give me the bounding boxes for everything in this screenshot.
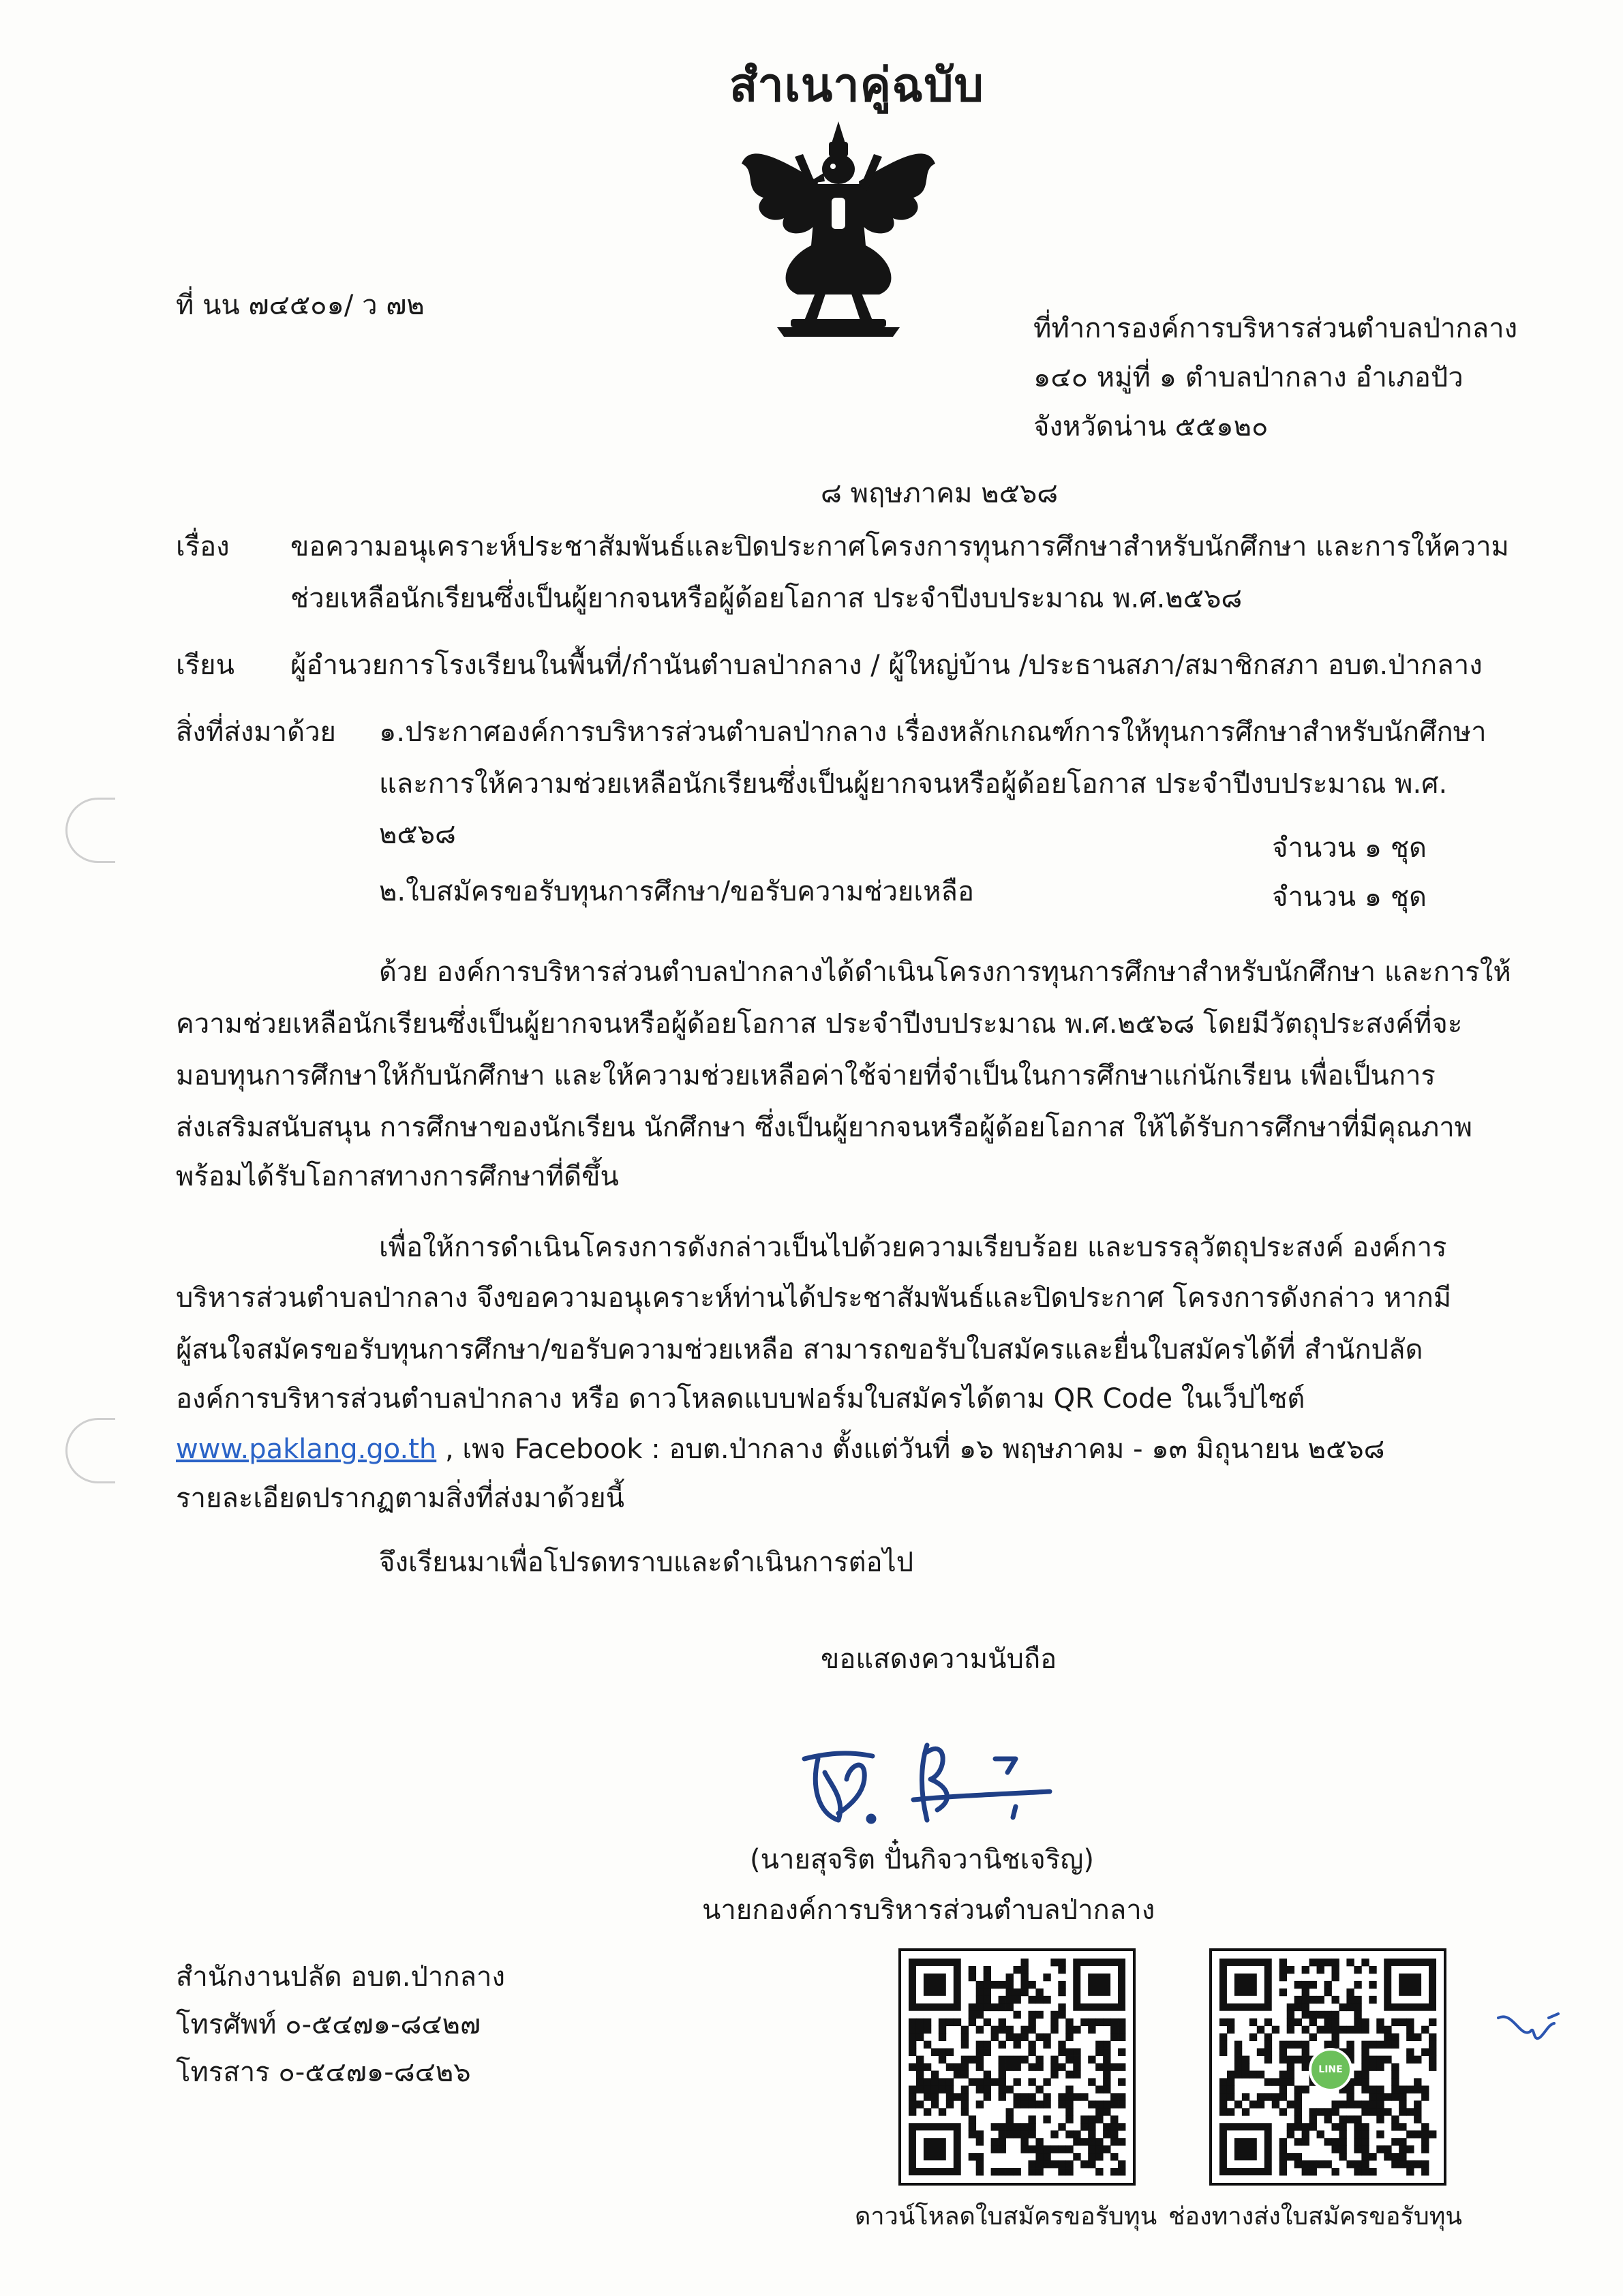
body-p2-line4: องค์การบริหารส่วนตำบลป่ากลาง หรือ ดาวโหลดแบบฟอร์มใบสมัครได้ตาม QR Code ในเว็ปไซต์ — [176, 1383, 1305, 1415]
enclosure-item1-qty: จำนวน ๑ ชุด — [1272, 832, 1427, 864]
qr-code-submit-form[interactable] — [1209, 1948, 1446, 2186]
footer-phone: โทรศัพท์ ๐-๕๔๗๑-๘๔๒๗ — [176, 2009, 481, 2040]
body-p2-line6: รายละเอียดปรากฏตามสิ่งที่ส่งมาด้วยนี้ — [176, 1483, 625, 1514]
garuda-emblem-icon — [729, 116, 947, 341]
binder-hole — [65, 798, 115, 863]
qr1-caption: ดาวน์โหลดใบสมัครขอรับทุน — [855, 2203, 1157, 2231]
signer-title: นายกองค์การบริหารส่วนตำบลป่ากลาง — [702, 1894, 1155, 1926]
recipient-text: ผู้อำนวยการโรงเรียนในพื้นที่/กำนันตำบลป่ากลาง / ผู้ใหญ่บ้าน /ประธานสภา/สมาชิกสภา อบต.ป่ากลาง — [290, 650, 1483, 681]
qr-code-download-form[interactable] — [898, 1948, 1136, 2186]
subject-line1: ขอความอนุเคราะห์ประชาสัมพันธ์และปิดประกาศโครงการทุนการศึกษาสำหรับนักศึกษา และการให้ความ — [290, 531, 1509, 562]
body-p1-line4: ส่งเสริมสนับสนุน การศึกษาของนักเรียน นักศึกษา ซึ่งเป็นผู้ยากจนหรือผู้ด้อยโอกาส ให้ได้รับการศึกษาที่มีคุณภาพ — [176, 1112, 1473, 1143]
recipient-label: เรียน — [176, 650, 234, 681]
body-p2-line2: บริหารส่วนตำบลป่ากลาง จึงขอความอนุเคราะห์ท่านได้ประชาสัมพันธ์และปิดประกาศ โครงการดังกล่าว หากมี — [176, 1282, 1452, 1314]
body-p2-line5-rest: , เพจ Facebook : อบต.ป่ากลาง ตั้งแต่วันที่ ๑๖ พฤษภาคม - ๑๓ มิถุนายน ๒๕๖๘ — [436, 1434, 1385, 1465]
binder-hole — [65, 1418, 115, 1483]
enclosure-item2: ๒.ใบสมัครขอรับทุนการศึกษา/ขอรับความช่วยเหลือ — [379, 876, 974, 907]
signer-name: (นายสุจริต ปั๋นกิจวานิชเจริญ) — [750, 1844, 1094, 1875]
enclosure-item1-line2: และการให้ความช่วยเหลือนักเรียนซึ่งเป็นผู้ยากจนหรือผู้ด้อยโอกาส ประจำปีงบประมาณ พ.ศ. — [379, 768, 1448, 800]
office-address-line3: จังหวัดน่าน ๕๕๑๒๐ — [1033, 411, 1269, 442]
body-p2-line3: ผู้สนใจสมัครขอรับทุนการศึกษา/ขอรับความช่วยเหลือ สามารถขอรับใบสมัครและยื่นใบสมัครได้ที่ สำนักปลัด — [176, 1334, 1423, 1365]
body-p2-line5 — [176, 1428, 1384, 1471]
body-p1-line5: พร้อมได้รับโอกาสทางการศึกษาที่ดีขึ้น — [176, 1161, 619, 1192]
body-p3: จึงเรียนมาเพื่อโปรดทราบและดำเนินการต่อไป — [379, 1547, 914, 1578]
office-address-line2: ๑๔๐ หมู่ที่ ๑ ตำบลป่ากลาง อำเภอปัว — [1033, 362, 1463, 393]
body-p2-line1: เพื่อให้การดำเนินโครงการดังกล่าวเป็นไปด้วยความเรียบร้อย และบรรลุวัตถุประสงค์ องค์การ — [379, 1232, 1447, 1263]
line-logo-icon: LINE — [1309, 2048, 1352, 2091]
website-link[interactable]: www.paklang.go.th — [176, 1434, 437, 1465]
qr-pattern — [901, 1951, 1133, 2183]
footer-office: สำนักงานปลัด อบต.ป่ากลาง — [176, 1961, 506, 1993]
footer-fax: โทรสาร ๐-๕๔๗๑-๘๔๒๖ — [176, 2057, 471, 2088]
closing-salutation: ขอแสดงความนับถือ — [821, 1644, 1057, 1675]
qr2-caption: ช่องทางส่งใบสมัครขอรับทุน — [1168, 2203, 1463, 2231]
letter-date: ๘ พฤษภาคม ๒๕๖๘ — [821, 478, 1059, 509]
office-address-line1: ที่ทำการองค์การบริหารส่วนตำบลป่ากลาง — [1033, 313, 1518, 344]
enclosure-item2-qty: จำนวน ๑ ชุด — [1272, 881, 1427, 913]
signature — [791, 1732, 1091, 1841]
handwritten-initial — [1493, 2004, 1568, 2052]
enclosure-item1-line1: ๑.ประกาศองค์การบริหารส่วนตำบลป่ากลาง เรื่องหลักเกณฑ์การให้ทุนการศึกษาสำหรับนักศึกษา — [379, 716, 1487, 748]
enclosures-label: สิ่งที่ส่งมาด้วย — [176, 716, 336, 748]
copy-stamp: สำเนาคู่ฉบับ — [729, 59, 984, 112]
subject-line2: ช่วยเหลือนักเรียนซึ่งเป็นผู้ยากจนหรือผู้ด้อยโอกาส ประจำปีงบประมาณ พ.ศ.๒๕๖๘ — [290, 583, 1243, 614]
enclosure-item1-line3: ๒๕๖๘ — [379, 819, 456, 850]
subject-label: เรื่อง — [176, 531, 230, 562]
body-p1-line1: ด้วย องค์การบริหารส่วนตำบลป่ากลางได้ดำเนินโครงการทุนการศึกษาสำหรับนักศึกษา และการให้ — [379, 956, 1511, 988]
doc-number: ที่ นน ๗๔๕๐๑/ ว ๗๒ — [176, 290, 425, 321]
body-p1-line2: ความช่วยเหลือนักเรียนซึ่งเป็นผู้ยากจนหรือผู้ด้อยโอกาส ประจำปีงบประมาณ พ.ศ.๒๕๖๘ โดยมีวัตถุประสงค์ที่จะ — [176, 1008, 1463, 1040]
body-p1-line3: มอบทุนการศึกษาให้กับนักศึกษา และให้ความช่วยเหลือค่าใช้จ่ายที่จำเป็นในการศึกษาแก่นักเรียน เพื่อเป็นการ — [176, 1060, 1436, 1091]
